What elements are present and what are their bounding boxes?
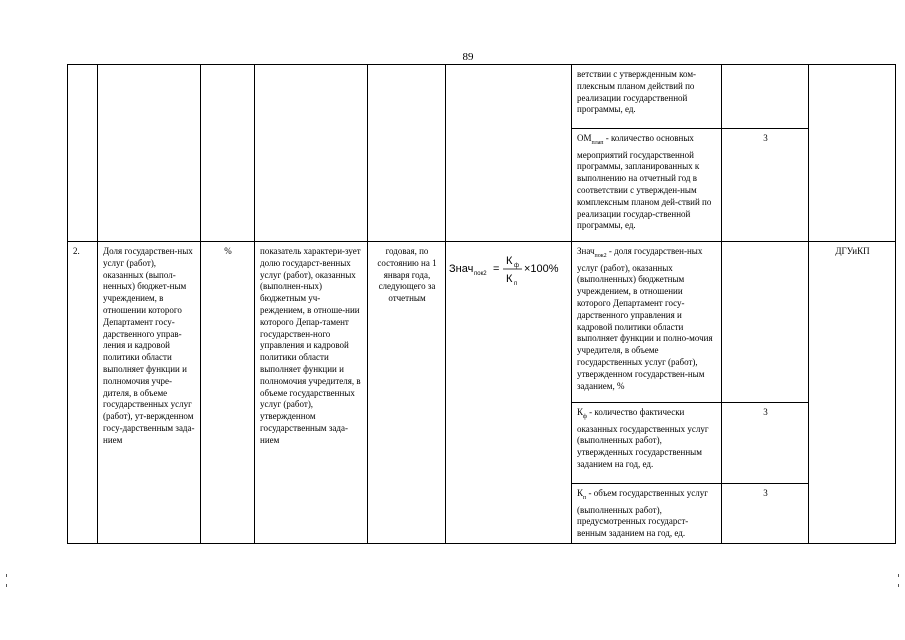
variable-znach-symbol: Знач bbox=[577, 246, 595, 256]
cell-variable-znach bbox=[572, 242, 722, 403]
cell-variable-znach-source bbox=[722, 242, 809, 403]
formula-denominator-sub: п bbox=[514, 281, 518, 287]
variable-om-source: 3 bbox=[763, 133, 768, 143]
cell-row-number bbox=[68, 242, 98, 544]
variable-kp-symbol: К bbox=[577, 488, 584, 498]
variable-om-text bbox=[572, 129, 721, 235]
formula-equals: = bbox=[493, 263, 500, 275]
cell-empty-periodicity bbox=[368, 65, 446, 242]
row-number: 2. bbox=[73, 246, 80, 256]
variable-kf-symbol: К bbox=[577, 407, 584, 417]
variable-kp-subscript: п bbox=[583, 494, 587, 501]
variable-kp-source: 3 bbox=[763, 488, 768, 498]
cell-variable-kp-source bbox=[722, 484, 809, 544]
indicator-periodicity: годовая, по состоянию на 1 января года, следующего за отчетным bbox=[377, 246, 437, 304]
variable-kp-description: - объем государственных услуг (выполненных работ), предусмотренных государст-венным заданием на год, ед. bbox=[577, 488, 708, 539]
cell-definition bbox=[255, 242, 368, 544]
cell-unit bbox=[201, 242, 255, 544]
cell-variable-continuation bbox=[572, 65, 722, 129]
variable-om-subscript: плап bbox=[591, 139, 604, 146]
responsible-body: ДГУиКП bbox=[835, 246, 870, 256]
continuation-row bbox=[68, 65, 896, 129]
formula-numerator: К bbox=[506, 255, 513, 267]
indicator-row-2 bbox=[68, 242, 896, 403]
scan-edge-mark bbox=[6, 584, 7, 587]
cell-variable-om bbox=[572, 129, 722, 242]
variable-kf-subscript: ф bbox=[583, 413, 587, 420]
formula-numerator-sub: ф bbox=[514, 263, 519, 269]
scan-edge-mark bbox=[6, 574, 7, 577]
cell-source-empty bbox=[722, 65, 809, 129]
variable-kf-text bbox=[572, 403, 721, 474]
indicator-unit: % bbox=[224, 246, 232, 256]
indicator-name: Доля государствен-ных услуг (работ), оказанных (выпол-ненных) бюджет-ным учреждением, в отношении которого Департамент госу-дарственного управ-ления и кадровой политики области выполняет функции и полномочия учре-дителя, в объеме государственных услуг (работ), ут-вержденном госу-дарственным зада-нием bbox=[103, 246, 195, 445]
formula bbox=[446, 242, 571, 294]
cell-empty-unit bbox=[201, 65, 255, 242]
formula-graphic bbox=[446, 246, 571, 290]
cell-periodicity bbox=[368, 242, 446, 544]
cell-variable-om-source bbox=[722, 129, 809, 242]
indicator-table bbox=[67, 64, 896, 544]
variable-kp-text bbox=[572, 484, 721, 543]
formula-lhs: Знач bbox=[449, 263, 474, 275]
cell-variable-kf bbox=[572, 403, 722, 484]
cell-variable-kp bbox=[572, 484, 722, 544]
variable-znach-subscript: пок2 bbox=[594, 252, 607, 259]
cell-empty-definition bbox=[255, 65, 368, 242]
variable-znach-text bbox=[572, 242, 721, 395]
cell-empty-responsible bbox=[809, 65, 896, 242]
variable-kf-description: - количество фактически оказанных государственных услуг (выполненных работ), утвержденных государственным заданием на год, ед. bbox=[577, 407, 709, 469]
indicator-definition: показатель характери-зует долю государст-венных услуг (работ), оказанных (выполнен-ных) бюджетным уч-реждением, в отноше-нии которого Депар-тамент государствен-ного управления и кадровой политики области выполняет функции и полномочия учредителя, в объеме государственных услуг (работ), утвержденном государственным зада-нием bbox=[260, 246, 361, 445]
cell-empty-indicator bbox=[98, 65, 201, 242]
formula-lhs-sub: пок2 bbox=[474, 271, 487, 277]
cell-indicator-name bbox=[98, 242, 201, 544]
formula-denominator: К bbox=[506, 273, 513, 285]
variable-om-symbol: OM bbox=[577, 133, 592, 143]
cell-empty-formula bbox=[446, 65, 572, 242]
cell-formula bbox=[446, 242, 572, 544]
scan-edge-mark bbox=[898, 574, 899, 577]
variable-om-description: - количество основных мероприятий государственной программы, запланированных к выполнению на отчетный год в соответствии с утвержден-ным комплексным планом дей-ствий по реализации государ-ственной программы, ед. bbox=[577, 133, 712, 231]
scan-edge-mark bbox=[898, 584, 899, 587]
cell-empty-number bbox=[68, 65, 98, 242]
page-number: 89 bbox=[462, 51, 474, 63]
variable-continuation-text: ветствии с утвержденным ком-плексным планом действий по реализации государственной программы, ед. bbox=[577, 69, 697, 115]
variable-znach-description: - доля государствен-ных услуг (работ), оказанных (выполненных) бюджетным учреждением, в отношении которого Департамент госу-дарственного управления и кадровой политики области выполняет функции и полно-мочия учредителя, в объеме государственных услуг (работ), утвержденном государствен-ным заданием, % bbox=[577, 246, 713, 391]
cell-responsible bbox=[809, 242, 896, 544]
variable-kf-source: 3 bbox=[763, 407, 768, 417]
cell-variable-kf-source bbox=[722, 403, 809, 484]
formula-tail: ×100% bbox=[524, 263, 559, 275]
